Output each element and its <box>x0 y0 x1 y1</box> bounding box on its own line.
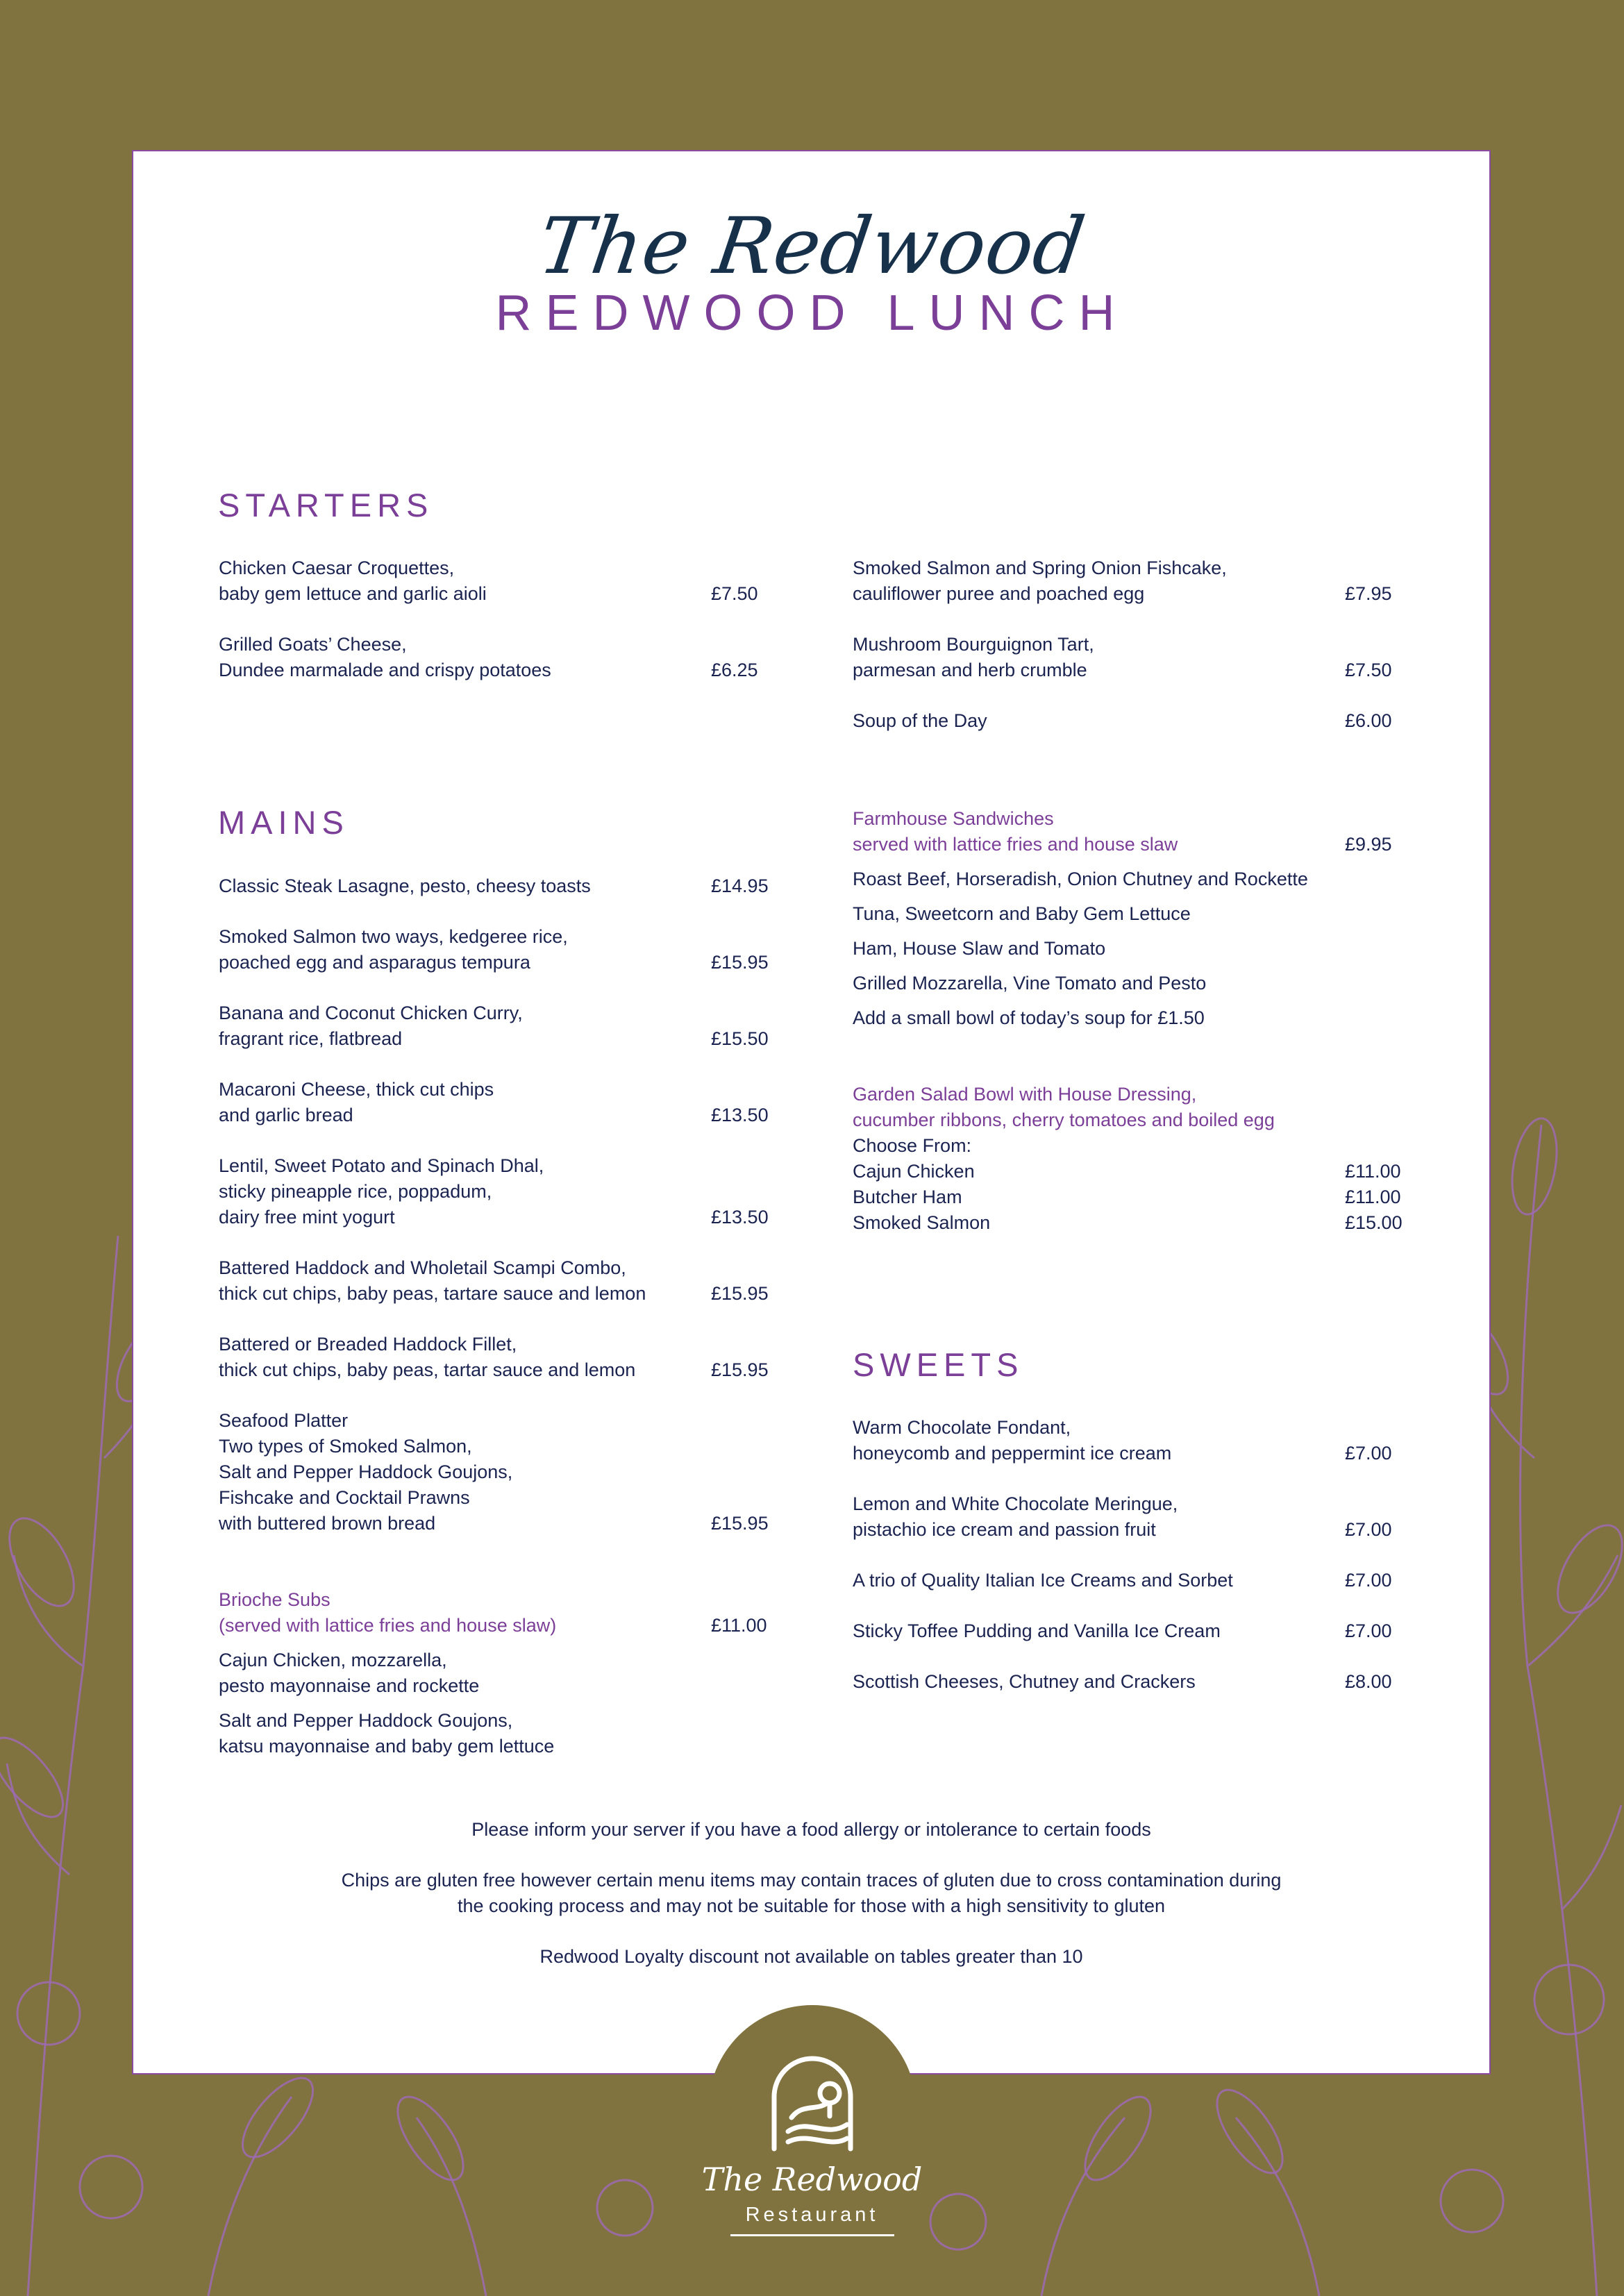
loyalty-note: Redwood Loyalty discount not available on tables greater than 10 <box>539 1946 1083 1967</box>
starter-price: £7.50 <box>711 583 758 604</box>
main-price: £13.50 <box>711 1105 769 1125</box>
sweets-heading: SWEETS <box>853 1346 1024 1383</box>
sandwich-option: Tuna, Sweetcorn and Baby Gem Lettuce <box>853 903 1191 924</box>
menu-title: REDWOOD LUNCH <box>495 285 1129 341</box>
main-price: £14.95 <box>711 875 769 896</box>
main-price: £15.95 <box>711 1513 769 1534</box>
sandwich-option: Add a small bowl of today’s soup for £1.50 <box>853 1007 1205 1028</box>
main-item: Macaroni Cheese, thick cut chips and garlic bread <box>219 1079 494 1125</box>
main-item: Battered or Breaded Haddock Fillet, thick cut chips, baby peas, tartar sauce and lemon <box>219 1334 636 1380</box>
salad-title: Garden Salad Bowl with House Dressing, cucumber ribbons, cherry tomatoes and boiled egg <box>853 1084 1275 1130</box>
gluten-note: Chips are gluten free however certain menu items may contain traces of gluten due to cross contamination during the cooking process and may not be suitable for those with a high sensitivity to gluten <box>341 1870 1282 1916</box>
mains-heading: MAINS <box>218 804 349 841</box>
main-item: Smoked Salmon two ways, kedgeree rice, poached egg and asparagus tempura <box>219 926 568 973</box>
redwood-logo-icon <box>760 2055 864 2159</box>
salad-price: £11.00 <box>1345 1161 1401 1182</box>
main-price: £13.50 <box>711 1207 769 1227</box>
salad-choose: Choose From: <box>853 1135 972 1156</box>
main-item: Battered Haddock and Wholetail Scampi Combo, thick cut chips, baby peas, tartare sauce and lemon <box>219 1257 646 1304</box>
starter-item: Soup of the Day <box>853 710 987 731</box>
sandwich-option: Grilled Mozzarella, Vine Tomato and Pesto <box>853 973 1207 994</box>
starter-item: Smoked Salmon and Spring Onion Fishcake, cauliflower puree and poached egg <box>853 558 1227 604</box>
starter-item: Grilled Goats’ Cheese, Dundee marmalade and crispy potatoes <box>219 634 551 680</box>
salad-price: £15.00 <box>1345 1212 1403 1233</box>
starter-price: £7.50 <box>1345 660 1392 680</box>
starter-price: £6.00 <box>1345 710 1392 731</box>
brand-title: The Redwood <box>533 201 1091 292</box>
logo-script: The Redwood <box>701 2161 923 2198</box>
sandwiches-title: Farmhouse Sandwiches served with lattice fries and house slaw <box>853 808 1178 855</box>
main-price: £15.95 <box>711 952 769 973</box>
starter-price: £7.95 <box>1345 583 1392 604</box>
sweet-item: Sticky Toffee Pudding and Vanilla Ice Cream <box>853 1620 1221 1641</box>
sandwiches-price: £9.95 <box>1345 834 1392 855</box>
sweet-price: £7.00 <box>1345 1620 1392 1641</box>
main-price: £15.95 <box>711 1359 769 1380</box>
starter-price: £6.25 <box>711 660 758 680</box>
sweet-item: Warm Chocolate Fondant, honeycomb and peppermint ice cream <box>853 1417 1172 1464</box>
sweet-price: £7.00 <box>1345 1443 1392 1464</box>
starter-item: Chicken Caesar Croquettes, baby gem lettuce and garlic aioli <box>219 558 487 604</box>
sandwich-option: Roast Beef, Horseradish, Onion Chutney and Rockette <box>853 869 1308 889</box>
sweet-price: £7.00 <box>1345 1519 1392 1540</box>
main-price: £15.50 <box>711 1028 769 1049</box>
salad-price: £11.00 <box>1345 1187 1401 1207</box>
subs-option: Salt and Pepper Haddock Goujons, katsu mayonnaise and baby gem lettuce <box>219 1710 555 1757</box>
main-item: Lentil, Sweet Potato and Spinach Dhal, sticky pineapple rice, poppadum, dairy free mint yogurt <box>219 1155 544 1227</box>
main-item: Banana and Coconut Chicken Curry, fragrant rice, flatbread <box>219 1003 523 1049</box>
sweet-item: A trio of Quality Italian Ice Creams and Sorbet <box>853 1570 1233 1591</box>
sweet-item: Scottish Cheeses, Chutney and Crackers <box>853 1671 1196 1692</box>
subs-option: Cajun Chicken, mozzarella, pesto mayonnaise and rockette <box>219 1650 480 1696</box>
subs-price: £11.00 <box>711 1615 767 1636</box>
starter-item: Mushroom Bourguignon Tart, parmesan and herb crumble <box>853 634 1094 680</box>
subs-title: Brioche Subs (served with lattice fries and house slaw) <box>219 1589 557 1636</box>
salad-option: Smoked Salmon <box>853 1212 991 1233</box>
logo-subtitle: Restaurant <box>745 2204 879 2226</box>
sweet-price: £7.00 <box>1345 1570 1392 1591</box>
salad-option: Cajun Chicken <box>853 1161 975 1182</box>
sandwich-option: Ham, House Slaw and Tomato <box>853 938 1106 959</box>
main-item: Classic Steak Lasagne, pesto, cheesy toasts <box>219 875 591 896</box>
sweet-item: Lemon and White Chocolate Meringue, pistachio ice cream and passion fruit <box>853 1493 1178 1540</box>
sweet-price: £8.00 <box>1345 1671 1392 1692</box>
starters-heading: STARTERS <box>218 487 434 523</box>
logo-underline <box>730 2234 894 2236</box>
allergy-note: Please inform your server if you have a food allergy or intolerance to certain foods <box>471 1819 1151 1840</box>
main-item: Seafood Platter Two types of Smoked Salmon, Salt and Pepper Haddock Goujons, Fishcake and Cocktail Prawns with buttered brown bread <box>219 1410 513 1534</box>
main-price: £15.95 <box>711 1283 769 1304</box>
salad-option: Butcher Ham <box>853 1187 962 1207</box>
